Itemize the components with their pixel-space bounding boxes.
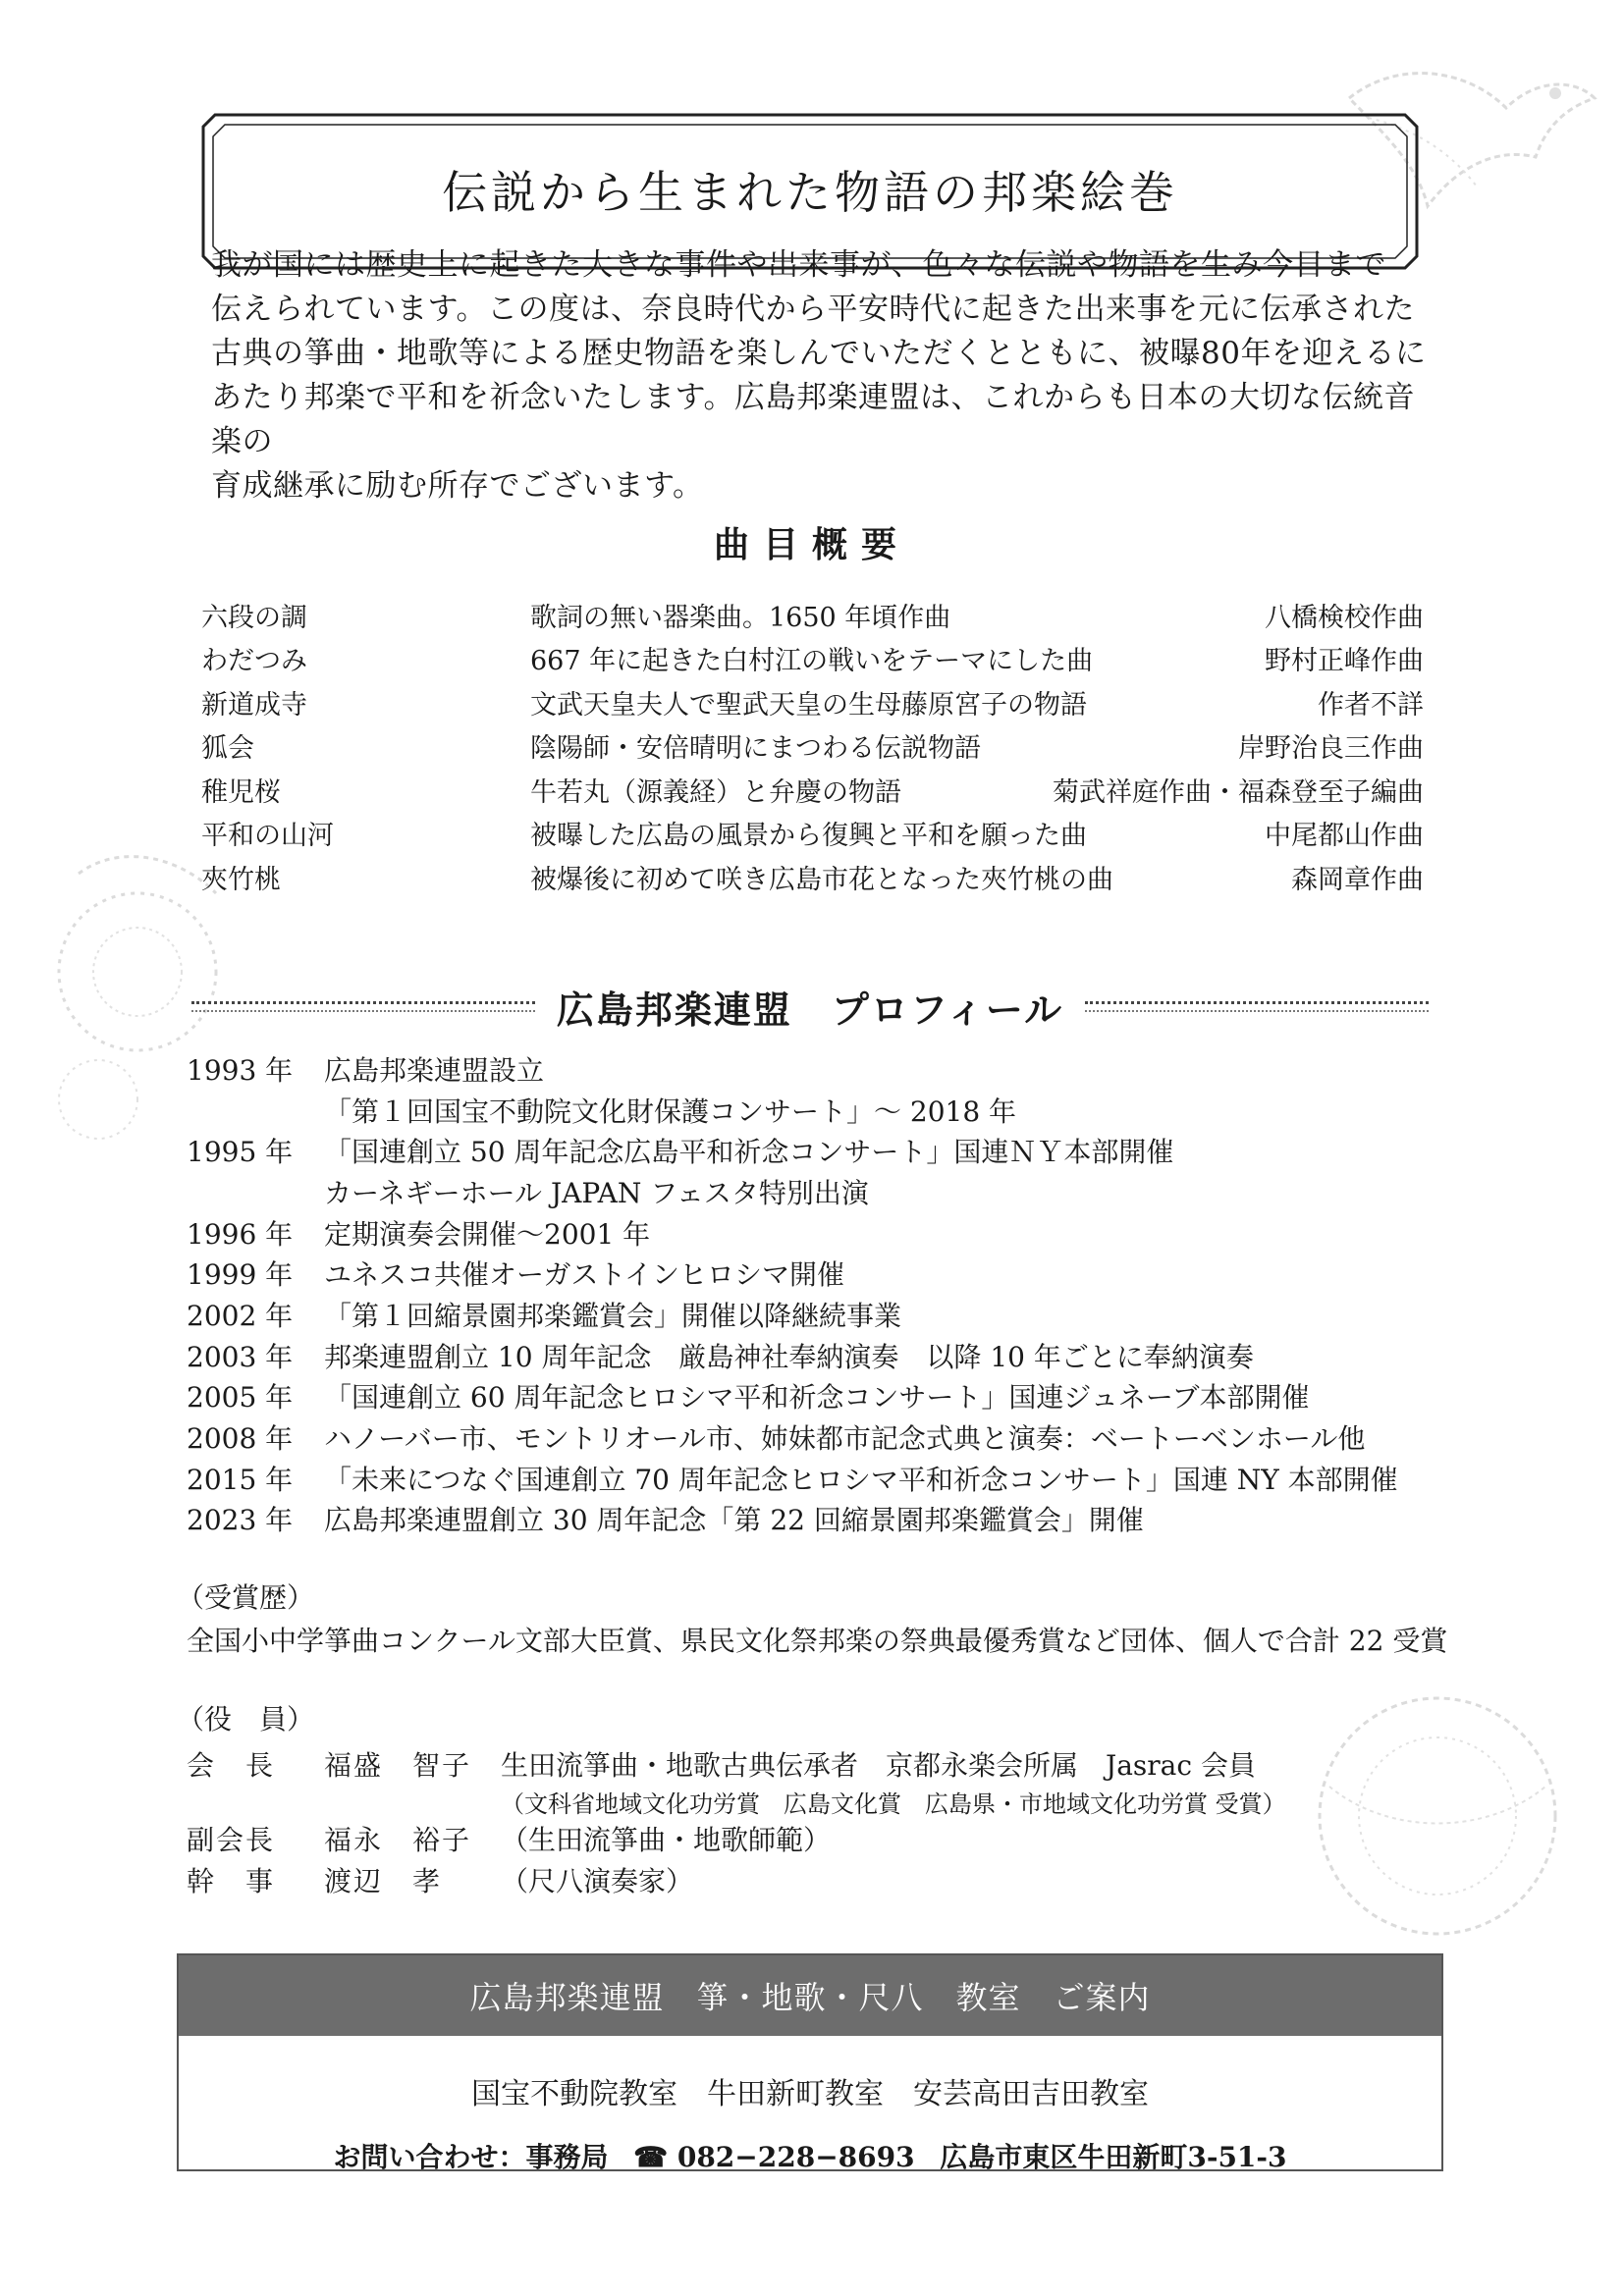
history-text: 邦楽連盟創立 10 周年記念 厳島神社奉納演奏 以降 10 年ごとに奉納演奏: [324, 1340, 1254, 1373]
classroom-info-box: [177, 1953, 1443, 2171]
history-row: [187, 1090, 1463, 1131]
profile-heading: 広島邦楽連盟 プロフィール: [556, 987, 1064, 1032]
history-text: 定期演奏会開催～2001 年: [324, 1217, 651, 1251]
song-description: 歌詞の無い器楽曲。1650 年頃作曲: [530, 602, 951, 633]
officer-name: 福盛 智子: [324, 1749, 472, 1782]
history-row: [187, 1212, 1463, 1254]
history-text: ユネスコ共催オーガストインヒロシマ開催: [324, 1258, 845, 1292]
officer-role: 副会長: [187, 1824, 276, 1856]
history-year: 2005 年: [187, 1381, 294, 1415]
officer-name: 渡辺 孝: [324, 1865, 443, 1897]
officer-list: [187, 1743, 1463, 1900]
song-composer: 中尾都山作曲: [1265, 821, 1424, 852]
song-row: [201, 724, 1424, 769]
song-row: [201, 593, 1424, 637]
contact-line: [179, 2136, 1441, 2175]
history-year: 2015 年: [187, 1463, 294, 1496]
song-composer: 八橋検校作曲: [1265, 602, 1424, 633]
history-text: 「第１回国宝不動院文化財保護コンサート」～ 2018 年: [324, 1095, 1017, 1128]
address: 広島市東区牛田新町3-51-3: [940, 2141, 1287, 2173]
officer-role: 幹 事: [187, 1865, 276, 1897]
intro-paragraph: [211, 243, 1438, 508]
song-name: 新道成寺: [201, 689, 307, 721]
history-year: 2002 年: [187, 1299, 294, 1332]
song-description: 文武天皇夫人で聖武天皇の生母藤原宮子の物語: [530, 689, 1087, 721]
history-text: 「国連創立 60 周年記念ヒロシマ平和祈念コンサート」国連ジュネーブ本部開催: [324, 1381, 1310, 1415]
song-list: [201, 593, 1424, 899]
history-year: 2008 年: [187, 1422, 294, 1456]
history-text: ハノーバー市、モントリオール市、姉妹都市記念式典と演奏：ベートーベンホール他: [324, 1422, 1366, 1456]
song-name: 平和の山河: [201, 821, 334, 852]
contact-label: お問い合わせ：事務局: [333, 2141, 609, 2173]
history-row: [187, 1253, 1463, 1294]
intro-line: 伝えられています。この度は、奈良時代から平安時代に起きた出来事を元に伝承された: [211, 292, 1416, 327]
history-year: 1995 年: [187, 1136, 294, 1169]
officer-row: [187, 1859, 1463, 1900]
history-row: [187, 1416, 1463, 1458]
song-description: 陰陽師・安倍晴明にまつわる伝説物語: [530, 733, 981, 765]
song-row: [201, 637, 1424, 681]
history-row: [187, 1376, 1463, 1417]
program-heading: 曲目概要: [713, 524, 910, 565]
history-list: [187, 1048, 1463, 1539]
history-text: 「第１回縮景園邦楽鑑賞会」開催以降継続事業: [324, 1299, 902, 1332]
song-row: [201, 680, 1424, 724]
song-composer: 作者不詳: [1318, 689, 1424, 721]
song-name: 夾竹桃: [201, 864, 281, 895]
history-row: [187, 1130, 1463, 1171]
song-row: [201, 855, 1424, 899]
history-row: [187, 1499, 1463, 1540]
history-text: 「未来につなぐ国連創立 70 周年記念ヒロシマ平和祈念コンサート」国連 NY 本部開催: [324, 1463, 1398, 1496]
history-row: [187, 1335, 1463, 1376]
officer-role: 会 長: [187, 1749, 276, 1782]
song-name: 狐会: [201, 733, 254, 765]
history-year: 2003 年: [187, 1340, 294, 1373]
officer-description: 生田流箏曲・地歌古典伝承者 京都永楽会所属 Jasrac 会員: [501, 1749, 1256, 1782]
song-composer: 野村正峰作曲: [1265, 646, 1424, 677]
history-row: [187, 1171, 1463, 1212]
officer-row: [187, 1818, 1463, 1859]
intro-line: 古典の箏曲・地歌等による歴史物語を楽しんでいただくとともに、被曝80年を迎えるに: [211, 336, 1427, 371]
profile-heading-bar: [191, 977, 1429, 1036]
officers-label: （役 員）: [177, 1703, 315, 1735]
song-description: 被曝した広島の風景から復興と平和を願った曲: [530, 821, 1087, 852]
intro-line: あたり邦楽で平和を祈念いたします。広島邦楽連盟は、これからも日本の大切な伝統音楽の: [211, 380, 1416, 459]
history-year: 1999 年: [187, 1258, 294, 1292]
history-year: 2023 年: [187, 1504, 294, 1537]
song-description: 被爆後に初めて咲き広島市花となった夾竹桃の曲: [530, 864, 1113, 895]
dotted-divider: [1085, 1001, 1429, 1012]
song-row: [201, 768, 1424, 812]
officer-note: （文科省地域文化功労賞 広島文化賞 広島県・市地域文化功労賞 受賞）: [501, 1789, 1286, 1818]
song-name: 稚児桜: [201, 776, 281, 808]
classroom-list: 国宝不動院教室 牛田新町教室 安芸高田吉田教室: [471, 2077, 1149, 2111]
officer-row: [187, 1743, 1463, 1785]
history-text: 「国連創立 50 周年記念広島平和祈念コンサート」国連ＮＹ本部開催: [324, 1136, 1174, 1169]
song-description: 牛若丸（源義経）と弁慶の物語: [530, 776, 901, 808]
song-name: わだつみ: [201, 646, 307, 677]
history-text: 広島邦楽連盟設立: [324, 1053, 545, 1087]
history-row: [187, 1294, 1463, 1335]
phone-number: ☎ 082−228−8693: [633, 2141, 915, 2173]
song-row: [201, 812, 1424, 856]
classroom-heading: 広島邦楽連盟 箏・地歌・尺八 教室 ご案内: [179, 1955, 1441, 2036]
song-composer: 森岡章作曲: [1291, 864, 1424, 895]
page-title: 伝説から生まれた物語の邦楽絵巻: [442, 166, 1178, 219]
history-text: 広島邦楽連盟創立 30 周年記念「第 22 回縮景園邦楽鑑賞会」開催: [324, 1504, 1144, 1537]
song-composer: 岸野治良三作曲: [1238, 733, 1424, 765]
intro-line: 育成継承に励む所存でございます。: [211, 468, 704, 504]
song-description: 667 年に起きた白村江の戦いをテーマにした曲: [530, 646, 1094, 677]
awards-text: 全国小中学箏曲コンクール文部大臣賞、県民文化祭邦楽の祭典最優秀賞など団体、個人で合計 22 受賞: [187, 1625, 1448, 1657]
history-text: カーネギーホール JAPAN フェスタ特別出演: [324, 1176, 869, 1209]
officer-name: 福永 裕子: [324, 1824, 472, 1856]
history-row: [187, 1048, 1463, 1090]
dotted-divider: [191, 1001, 535, 1012]
officer-description: （尺八演奏家）: [501, 1865, 694, 1897]
awards-label: （受賞歴）: [177, 1581, 315, 1614]
officer-description: （生田流箏曲・地歌師範）: [501, 1824, 832, 1856]
history-year: 1996 年: [187, 1217, 294, 1251]
song-composer: 菊武祥庭作曲・福森登至子編曲: [1053, 776, 1424, 808]
history-year: 1993 年: [187, 1053, 294, 1087]
song-name: 六段の調: [201, 602, 307, 633]
intro-line: 我が国には歴史上に起きた大きな事件や出来事が、色々な伝説や物語を生み今日まで: [211, 247, 1386, 283]
history-row: [187, 1458, 1463, 1499]
